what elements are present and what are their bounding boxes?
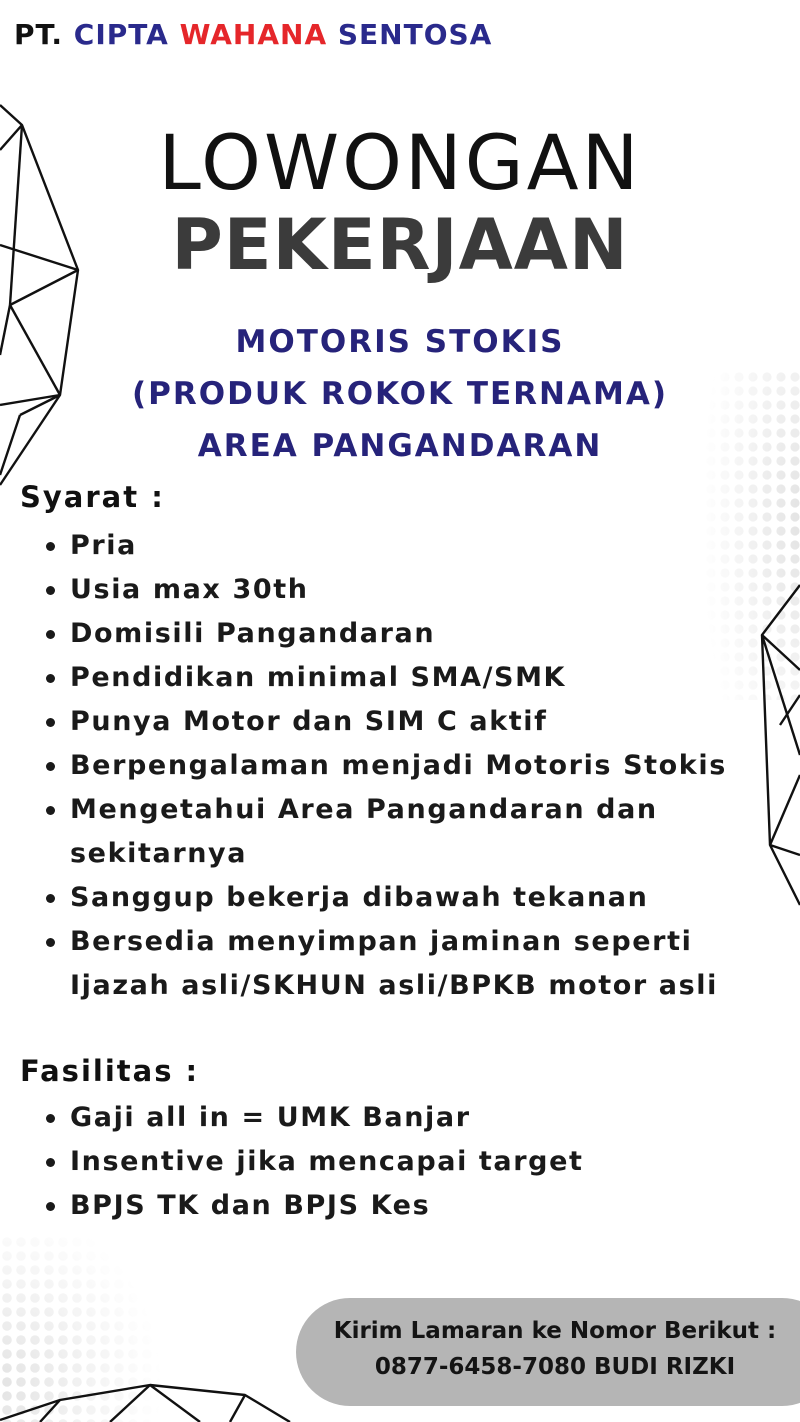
company-word-wahana: WAHANA: [179, 18, 328, 51]
list-item-continuation: sekitarnya: [70, 838, 248, 869]
list-item: Domisili Pangandaran: [42, 612, 762, 656]
requirements-list: [42, 524, 762, 1008]
heading-pekerjaan: PEKERJAAN: [171, 204, 629, 286]
list-item: Mengetahui Area Pangandaran dan: [42, 788, 762, 832]
list-item: Sanggup bekerja dibawah tekanan: [42, 876, 762, 920]
position-line-3: AREA PANGANDARAN: [197, 428, 603, 464]
contact-text: [310, 1313, 800, 1385]
company-name: [14, 18, 492, 51]
list-item: Pria: [42, 524, 762, 568]
contact-instruction: Kirim Lamaran ke Nomor Berikut :: [333, 1318, 777, 1344]
position-title: [0, 316, 800, 472]
list-item: Insentive jika mencapai target: [42, 1140, 762, 1184]
position-line-1: MOTORIS STOKIS: [235, 324, 565, 360]
list-item-continuation: Ijazah asli/SKHUN asli/BPKB motor asli: [70, 970, 719, 1001]
list-item: Usia max 30th: [42, 568, 762, 612]
contact-phone: 0877-6458-7080 BUDI RIZKI: [374, 1354, 736, 1380]
list-item: Punya Motor dan SIM C aktif: [42, 700, 762, 744]
company-prefix: PT.: [14, 18, 64, 51]
list-item: Gaji all in = UMK Banjar: [42, 1096, 762, 1140]
list-item: Pendidikan minimal SMA/SMK: [42, 656, 762, 700]
list-item: Berpengalaman menjadi Motoris Stokis: [42, 744, 762, 788]
list-item: BPJS TK dan BPJS Kes: [42, 1184, 762, 1228]
list-item: Bersedia menyimpan jaminan seperti: [42, 920, 762, 964]
position-line-2: (PRODUK ROKOK TERNAMA): [132, 376, 668, 412]
halftone-dots-bottom-left-icon: [0, 1235, 170, 1422]
requirements-label: Syarat :: [20, 480, 165, 514]
geometric-wireframe-bottom-icon: [0, 1360, 300, 1422]
company-word-sentosa: SENTOSA: [337, 18, 493, 51]
facilities-list: [42, 1096, 762, 1228]
facilities-label: Fasilitas :: [20, 1054, 200, 1088]
heading-lowongan: LOWONGAN: [158, 118, 642, 207]
company-word-cipta: CIPTA: [73, 18, 169, 51]
